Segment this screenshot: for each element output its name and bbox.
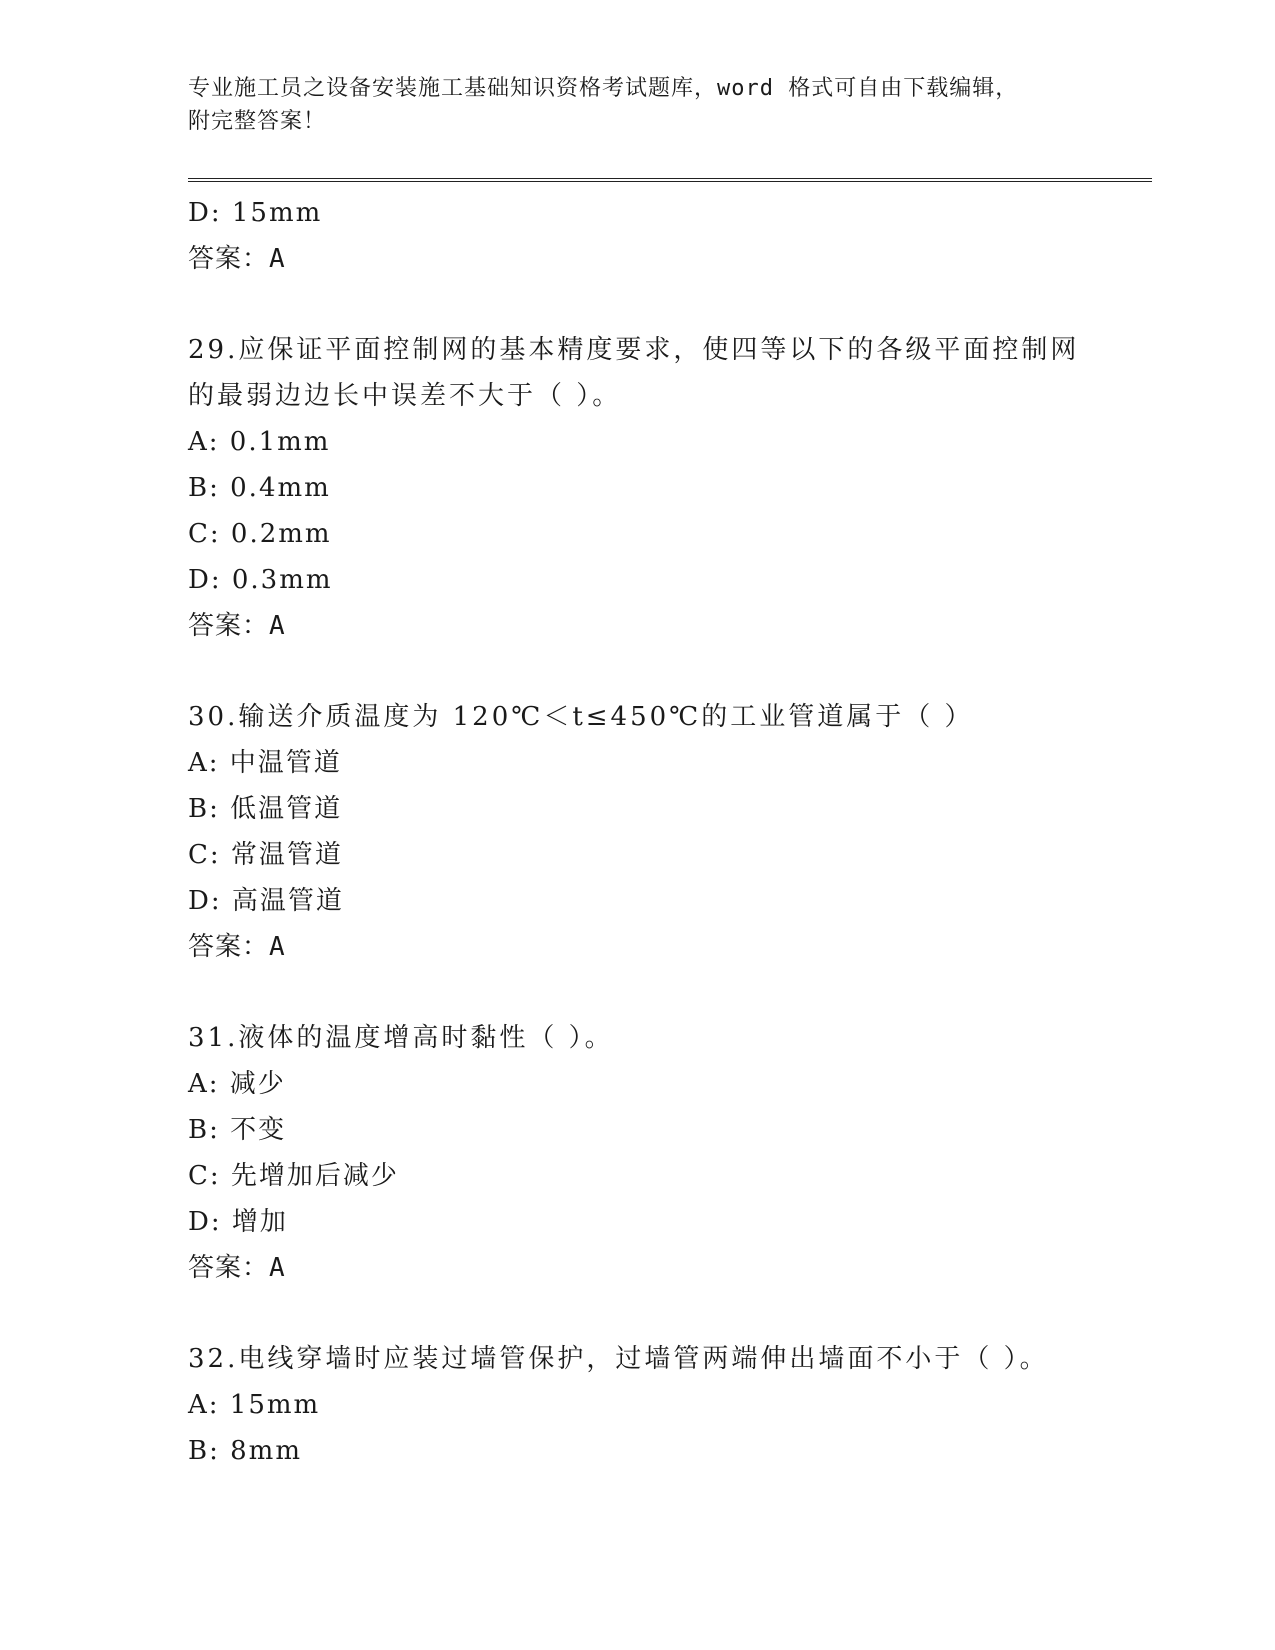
question-text: 29.应保证平面控制网的基本精度要求，使四等以下的各级平面控制网	[188, 335, 1080, 365]
question-30	[188, 694, 1088, 970]
answer-line: 答案：A	[188, 611, 286, 641]
header-line-1: 专业施工员之设备安装施工基础知识资格考试题库，word 格式可自由下载编辑，	[188, 76, 1019, 101]
question-32	[188, 1336, 1088, 1474]
answer-line: 答案：A	[188, 932, 286, 962]
option-a: A: 减少	[188, 1069, 286, 1099]
option-c: C: 先增加后减少	[188, 1161, 399, 1191]
question-29	[188, 327, 1088, 649]
question-31	[188, 1015, 1088, 1291]
option-a: A: 0.1mm	[188, 427, 331, 457]
option-c: C: 常温管道	[188, 840, 343, 870]
option-a: A: 中温管道	[188, 748, 342, 778]
question-text: 30.输送介质温度为 120℃＜t≤450℃的工业管道属于（ ）	[188, 702, 974, 732]
option-d: D: 高温管道	[188, 886, 344, 916]
option-d: D: 增加	[188, 1207, 288, 1237]
answer-line: 答案：A	[188, 244, 286, 274]
option-b: B: 0.4mm	[188, 473, 331, 503]
option-d: D: 15mm	[188, 198, 323, 228]
question-text: 的最弱边边长中误差不大于（ ）。	[188, 381, 622, 411]
option-b: B: 不变	[188, 1115, 287, 1145]
question-text: 32.电线穿墙时应装过墙管保护，过墙管两端伸出墙面不小于（ ）。	[188, 1344, 1049, 1374]
option-d: D: 0.3mm	[188, 565, 333, 595]
option-c: C: 0.2mm	[188, 519, 332, 549]
question-text: 31.液体的温度增高时黏性（ ）。	[188, 1023, 614, 1053]
question-list	[188, 190, 1088, 1474]
option-b: B: 8mm	[188, 1436, 302, 1466]
header-divider	[188, 178, 1152, 182]
answer-line: 答案：A	[188, 1253, 286, 1283]
document-header	[188, 72, 1088, 138]
previous-question-tail	[188, 190, 1088, 282]
option-b: B: 低温管道	[188, 794, 343, 824]
header-line-2: 附完整答案！	[188, 109, 327, 134]
option-a: A: 15mm	[188, 1390, 321, 1420]
